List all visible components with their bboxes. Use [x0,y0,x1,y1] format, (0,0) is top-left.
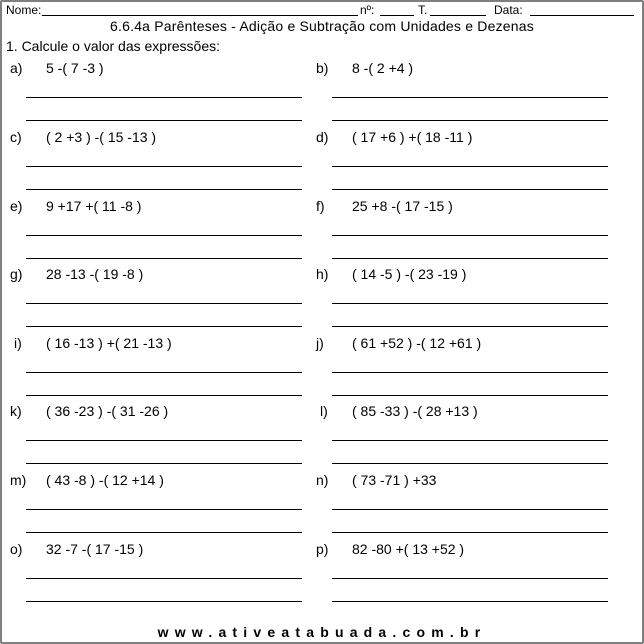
answer-line[interactable] [26,235,302,236]
answer-line[interactable] [26,532,302,533]
answer-line[interactable] [26,97,302,98]
answer-line[interactable] [332,120,608,121]
exercise-label: l) [320,403,328,419]
exercise-label: j) [316,335,324,351]
exercise-item [6,472,306,532]
answer-line[interactable] [26,372,302,373]
answer-line[interactable] [332,532,608,533]
exercise-label: m) [10,472,27,488]
number-blank [380,15,414,16]
exercise-item [6,266,306,326]
exercise-label: n) [316,472,329,488]
answer-line[interactable] [26,303,302,304]
exercise-label: p) [316,541,329,557]
name-label: Nome: [6,3,42,17]
exercise-expression: ( 14 -5 ) -( 23 -19 ) [352,266,467,282]
exercise-expression: 82 -80 +( 13 +52 ) [352,541,465,557]
answer-line[interactable] [26,395,302,396]
answer-line[interactable] [26,258,302,259]
exercise-label: i) [14,335,22,351]
answer-line[interactable] [332,166,608,167]
exercise-label: a) [10,60,23,76]
answer-line[interactable] [332,189,608,190]
exercise-expression: ( 17 +6 ) +( 18 -11 ) [352,129,473,145]
answer-line[interactable] [26,601,302,602]
exercise-expression: 25 +8 -( 17 -15 ) [352,198,453,214]
answer-line[interactable] [332,395,608,396]
answer-line[interactable] [332,326,608,327]
exercise-label: f) [316,198,325,214]
exercise-label: h) [316,266,329,282]
exercise-label: e) [10,198,23,214]
exercise-expression: ( 36 -23 ) -( 31 -26 ) [46,403,169,419]
class-blank [430,15,486,16]
exercise-item [6,129,306,189]
exercise-expression: ( 85 -33 ) -( 28 +13 ) [352,403,478,419]
answer-line[interactable] [26,509,302,510]
number-label: nº: [360,3,375,17]
answer-line[interactable] [332,463,608,464]
exercise-item [6,335,306,395]
answer-line[interactable] [26,326,302,327]
student-header [6,3,634,17]
answer-line[interactable] [332,601,608,602]
exercise-label: b) [316,60,329,76]
exercise-label: g) [10,266,23,282]
exercise-item [312,266,612,326]
answer-line[interactable] [26,463,302,464]
exercise-item [312,541,612,601]
exercise-expression: ( 2 +3 ) -( 15 -13 ) [46,129,157,145]
exercise-expression: 28 -13 -( 19 -8 ) [46,266,144,282]
exercise-expression: ( 73 -71 ) +33 [352,472,437,488]
exercise-item [6,198,306,258]
exercise-expression: ( 16 -13 ) +( 21 -13 ) [46,335,172,351]
exercise-item [6,541,306,601]
answer-line[interactable] [332,509,608,510]
answer-line[interactable] [332,440,608,441]
class-label: T. [418,3,428,17]
date-blank [530,15,634,16]
exercise-item [6,403,306,463]
footer-url: www.ativeatabuada.com.br [157,624,487,640]
exercise-expression: 9 +17 +( 11 -8 ) [46,198,142,214]
exercise-expression: ( 43 -8 ) -( 12 +14 ) [46,472,164,488]
name-blank [42,15,358,16]
answer-line[interactable] [26,440,302,441]
answer-line[interactable] [332,372,608,373]
worksheet-title: 6.6.4a Parênteses - Adição e Subtração com Unidades e Dezenas [110,18,534,34]
answer-line[interactable] [332,97,608,98]
exercise-item [312,129,612,189]
answer-line[interactable] [26,578,302,579]
exercise-expression: 5 -( 7 -3 ) [46,60,104,76]
answer-line[interactable] [332,258,608,259]
exercise-label: c) [10,129,22,145]
exercise-item [6,60,306,120]
exercise-item [312,335,612,395]
exercise-label: d) [316,129,329,145]
answer-line[interactable] [332,578,608,579]
exercise-item [312,60,612,120]
date-label: Data: [494,3,523,17]
answer-line[interactable] [26,166,302,167]
exercise-expression: 8 -( 2 +4 ) [352,60,414,76]
exercise-label: k) [10,403,22,419]
exercise-item [312,198,612,258]
exercise-item [312,403,612,463]
exercise-label: o) [10,541,23,557]
answer-line[interactable] [26,120,302,121]
answer-line[interactable] [332,303,608,304]
exercise-expression: ( 61 +52 ) -( 12 +61 ) [352,335,482,351]
instruction: 1. Calcule o valor das expressões: [6,38,220,54]
answer-line[interactable] [26,189,302,190]
answer-line[interactable] [332,235,608,236]
exercise-expression: 32 -7 -( 17 -15 ) [46,541,144,557]
exercise-item [312,472,612,532]
